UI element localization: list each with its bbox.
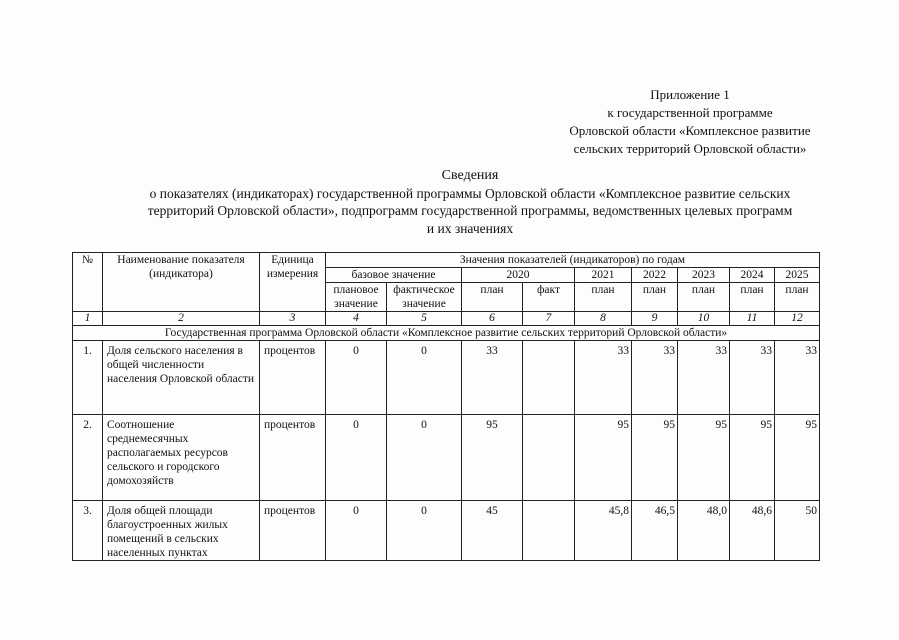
row-2024: 95 xyxy=(730,415,775,501)
header-year-2022: 2022 xyxy=(632,268,678,283)
row-base-plan: 0 xyxy=(326,415,387,501)
row-2024: 33 xyxy=(730,341,775,415)
header-year-2024: 2024 xyxy=(730,268,775,283)
header-plan: план xyxy=(775,283,820,312)
header-plan: план xyxy=(730,283,775,312)
row-name: Доля общей площади благоустроенных жилых помещений в сельских населенных пунктах xyxy=(103,501,260,561)
appendix-line: Орловской области «Комплексное развитие xyxy=(569,123,811,138)
header-plan: план xyxy=(678,283,730,312)
row-2024: 48,6 xyxy=(730,501,775,561)
header-plan: план xyxy=(632,283,678,312)
header-name: Наименование показателя (индикатора) xyxy=(103,253,260,312)
header-base: базовое значение xyxy=(326,268,462,283)
row-2025: 95 xyxy=(775,415,820,501)
column-number: 2 xyxy=(103,312,260,326)
row-plan-2020: 33 xyxy=(462,341,523,415)
column-number: 8 xyxy=(575,312,632,326)
column-number: 3 xyxy=(260,312,326,326)
table-row xyxy=(73,415,820,501)
header-plan: план xyxy=(575,283,632,312)
header-plan: план xyxy=(462,283,523,312)
header-planned-value: плановое значение xyxy=(326,283,387,312)
column-number: 11 xyxy=(730,312,775,326)
column-number: 5 xyxy=(387,312,462,326)
row-2023: 48,0 xyxy=(678,501,730,561)
header-fact: факт xyxy=(523,283,575,312)
row-fact-2020 xyxy=(523,415,575,501)
column-number: 10 xyxy=(678,312,730,326)
row-unit: процентов xyxy=(260,341,326,415)
row-base-fact: 0 xyxy=(387,501,462,561)
header-year-2025: 2025 xyxy=(775,268,820,283)
row-2021: 45,8 xyxy=(575,501,632,561)
row-2022: 33 xyxy=(632,341,678,415)
header-year-2020: 2020 xyxy=(462,268,575,283)
appendix-line: сельских территорий Орловской области» xyxy=(573,141,807,156)
column-number: 6 xyxy=(462,312,523,326)
column-number: 7 xyxy=(523,312,575,326)
row-base-fact: 0 xyxy=(387,415,462,501)
header-values: Значения показателей (индикаторов) по годам xyxy=(326,253,820,268)
row-num: 1. xyxy=(73,341,103,415)
appendix-line: Приложение 1 xyxy=(650,87,730,102)
row-2022: 95 xyxy=(632,415,678,501)
row-fact-2020 xyxy=(523,501,575,561)
row-num: 2. xyxy=(73,415,103,501)
program-title-row: Государственная программа Орловской области «Комплексное развитие сельских территорий Орловской области» xyxy=(73,326,820,341)
row-num: 3. xyxy=(73,501,103,561)
row-unit: процентов xyxy=(260,415,326,501)
row-fact-2020 xyxy=(523,341,575,415)
row-2021: 95 xyxy=(575,415,632,501)
row-2021: 33 xyxy=(575,341,632,415)
row-base-plan: 0 xyxy=(326,341,387,415)
header-unit: Единица измерения xyxy=(260,253,326,312)
table-row xyxy=(73,501,820,561)
row-base-plan: 0 xyxy=(326,501,387,561)
column-number: 9 xyxy=(632,312,678,326)
row-2022: 46,5 xyxy=(632,501,678,561)
header-year-2021: 2021 xyxy=(575,268,632,283)
table-row xyxy=(73,341,820,415)
column-number: 4 xyxy=(326,312,387,326)
row-2025: 50 xyxy=(775,501,820,561)
row-plan-2020: 45 xyxy=(462,501,523,561)
row-name: Доля сельского населения в общей численности населения Орловской области xyxy=(103,341,260,415)
appendix-header xyxy=(540,86,840,158)
heading-line: о показателях (индикаторах) государственной программы Орловской области «Комплексное развитие сельских xyxy=(149,185,791,201)
row-base-fact: 0 xyxy=(387,341,462,415)
indicators-table xyxy=(72,252,820,561)
heading-line: и их значениях xyxy=(426,220,514,236)
appendix-line: к государственной программе xyxy=(607,105,773,120)
column-number: 12 xyxy=(775,312,820,326)
document-heading xyxy=(70,167,870,237)
row-2025: 33 xyxy=(775,341,820,415)
row-2023: 33 xyxy=(678,341,730,415)
header-actual-value: фактическое значение xyxy=(387,283,462,312)
heading-line: территорий Орловской области», подпрограмм государственной программы, ведомственных целевых программ xyxy=(147,203,793,218)
column-number: 1 xyxy=(73,312,103,326)
row-name: Соотношение среднемесячных располагаемых ресурсов сельского и городского домохозяйств xyxy=(103,415,260,501)
row-2023: 95 xyxy=(678,415,730,501)
row-unit: процентов xyxy=(260,501,326,561)
row-plan-2020: 95 xyxy=(462,415,523,501)
header-num: № xyxy=(73,253,103,312)
header-year-2023: 2023 xyxy=(678,268,730,283)
document-title: Сведения xyxy=(441,168,499,183)
